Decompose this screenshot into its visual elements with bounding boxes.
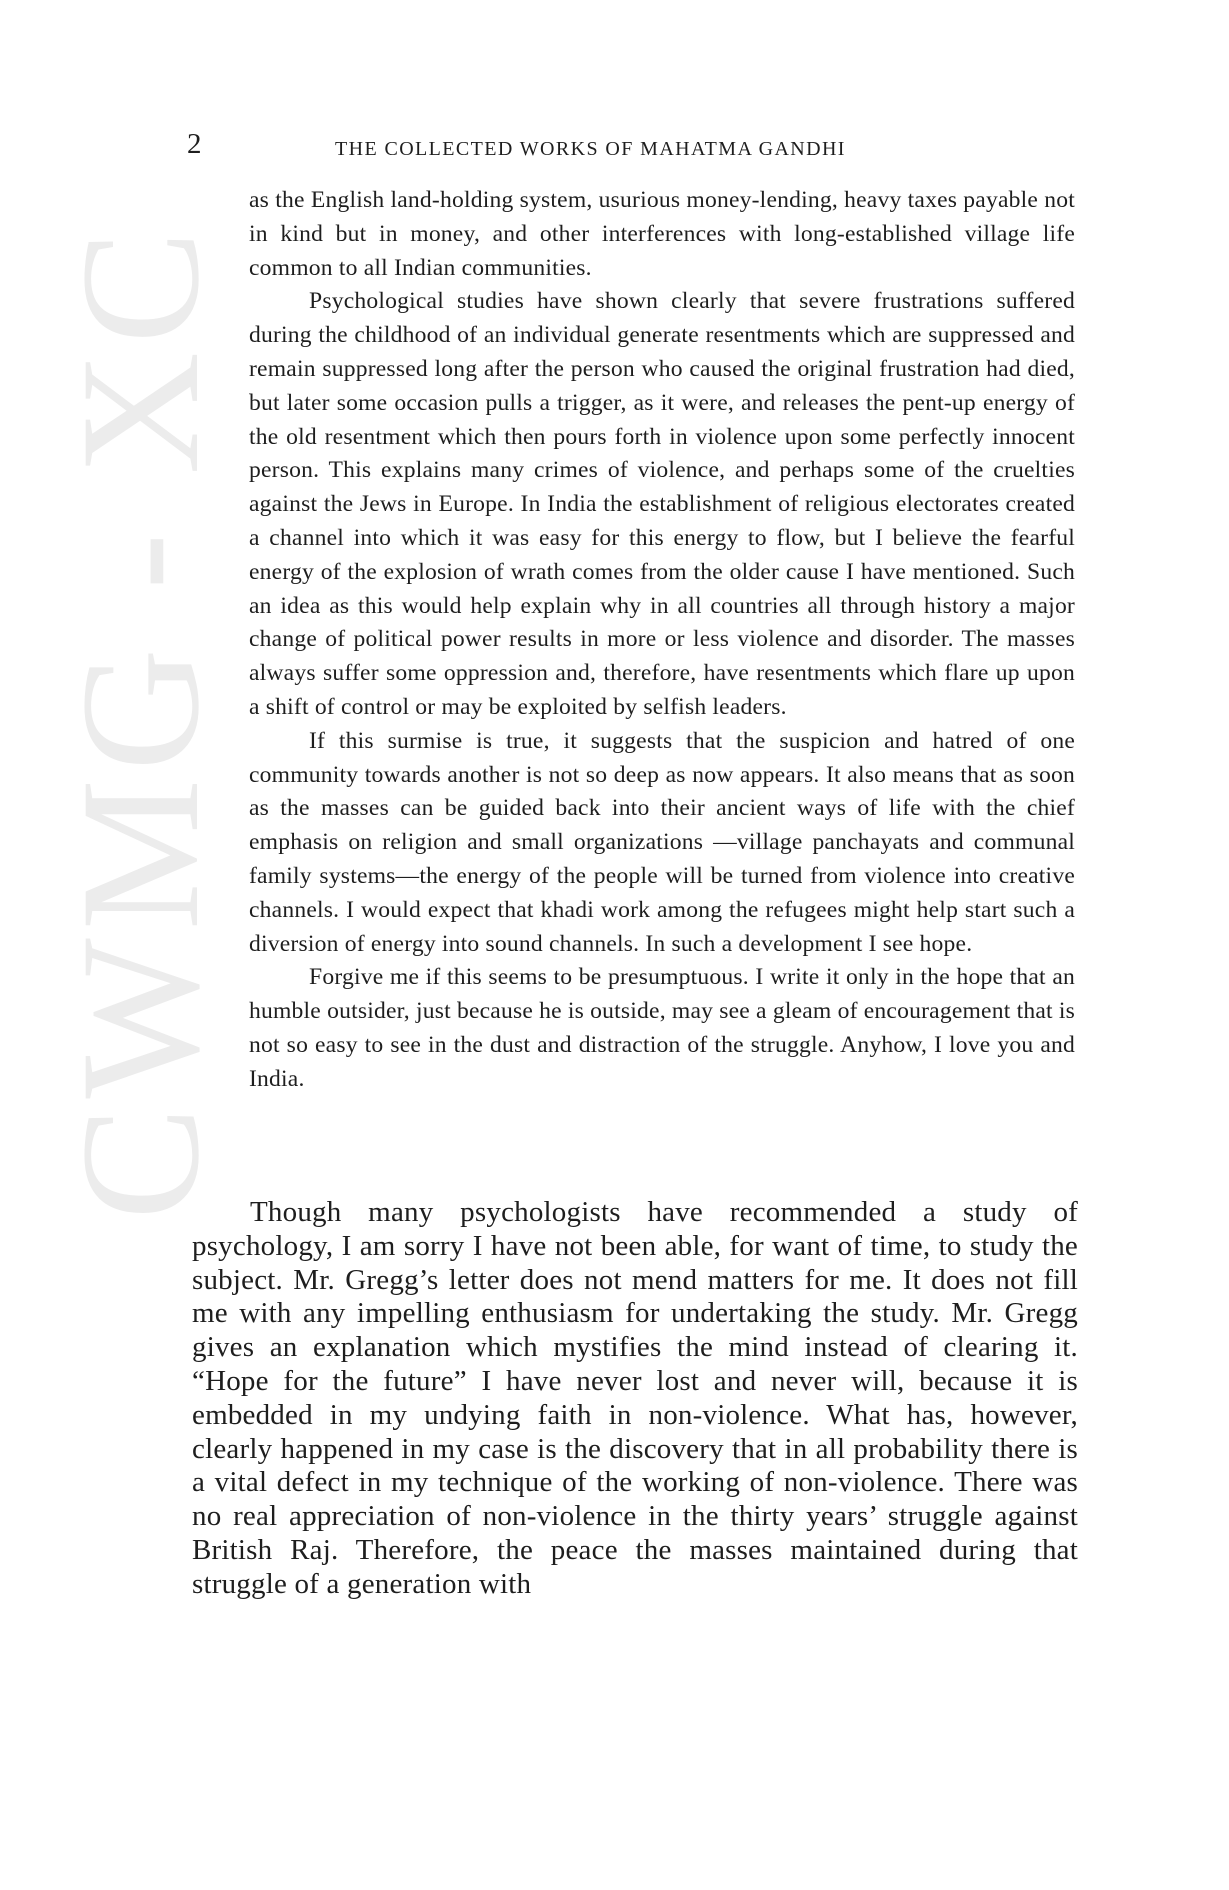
reply-body <box>192 1196 1078 1602</box>
watermark-text: CWMG - XC <box>46 222 234 1220</box>
letter-paragraph: Forgive me if this seems to be presumptuous. I write it only in the hope that an humble outsider, just because he is outside, may see a gleam of encouragement that is not so easy to see in the dust and distraction of the struggle. Anyhow, I love you and India. <box>249 964 1075 1092</box>
reply-paragraph: Though many psychologists have recommended a study of psychology, I am sorry I have not been able, for want of time, to study the subject. Mr. Gregg’s letter does not mend matters for me. It does not fill me with any impelling enthusiasm for undertaking the study. Mr. Gregg gives an explanation which mystifies the mind instead of clearing it. “Hope for the future” I have never lost and never will, because it is embedded in my undying faith in non-violence. What has, however, clearly happened in my case is the discovery that in all probability there is a vital defect in my technique of the working of non-violence. There was no real appreciation of non-violence in the thirty years’ struggle against British Raj. Therefore, the peace the masses maintained during that struggle of a generation with <box>192 1196 1078 1600</box>
letter-paragraph: Psychological studies have shown clearly that severe frustrations suffered during the childhood of an individual generate resentments which are suppressed and remain suppressed long after the person who caused the original frustration had died, but later some occasion pulls a trigger, as it were, and releases the pent-up energy of the old resentment which then pours forth in violence upon some perfectly innocent person. This explains many crimes of violence, and perhaps some of the cruelties against the Jews in Europe. In India the establishment of religious electorates created a channel into which it was easy for this energy to flow, but I believe the fearful energy of the explosion of wrath comes from the older cause I have mentioned. Such an idea as this would help explain why in all countries all through history a major change of political power results in more or less violence and disorder. The masses always suffer some oppression and, therefore, have resentments which flare up upon a shift of control or may be exploited by selfish leaders. <box>249 288 1075 720</box>
letter-paragraph: as the English land-holding system, usurious money-lending, heavy taxes payable not in kind but in money, and other interferences with long-established village life common to all Indian communities. <box>249 187 1075 281</box>
page-number: 2 <box>187 128 202 160</box>
quoted-letter <box>249 184 1075 1097</box>
running-head: THE COLLECTED WORKS OF MAHATMA GANDHI <box>335 138 846 160</box>
letter-paragraph: If this surmise is true, it suggests that the suspicion and hatred of one community towards another is not so deep as now appears. It also means that as soon as the masses can be guided back into their ancient ways of life with the chief emphasis on religion and small organizations —village panchayats and communal family systems—the energy of the people will be turned from violence into creative channels. I would expect that khadi work among the refugees might help start such a diversion of energy into sound channels. In such a development I see hope. <box>249 727 1075 957</box>
